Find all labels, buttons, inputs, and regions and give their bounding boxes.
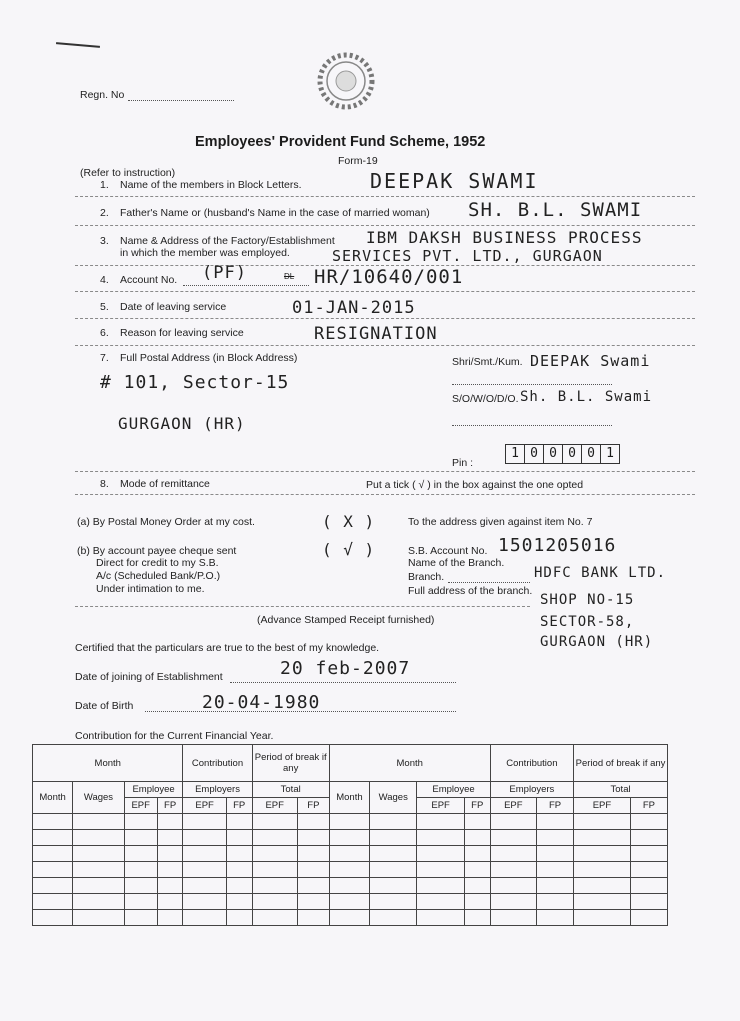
establishment-label: Name & Address of the Factory/Establishment: [120, 235, 335, 247]
leaving-date-value: 01-JAN-2015: [292, 298, 416, 318]
option-a-note: To the address given against item No. 7: [408, 516, 593, 528]
contribution-table: Month Contribution Period of break if any Month Contribution Period of break if any Month Wages Employee Employers Total Month Wages Employee Employers Total EPF FP EPF FP EPF FP EPF FP EPF FP EPF FP: [32, 744, 668, 926]
total-col: Total: [574, 782, 668, 798]
member-name-label: Name of the members in Block Letters.: [120, 179, 302, 191]
pin-label: Pin :: [452, 457, 474, 469]
leaving-reason-label: Reason for leaving service: [120, 327, 244, 339]
table-row: [33, 830, 668, 846]
table-row: [33, 878, 668, 894]
member-name-value: DEEPAK SWAMI: [370, 169, 539, 193]
sb-account-label: S.B. Account No.: [408, 545, 488, 557]
branch-value: HDFC BANK LTD.: [534, 565, 667, 581]
shri-label: Shri/Smt./Kum.: [452, 356, 523, 368]
table-row: [33, 862, 668, 878]
table-row: [33, 814, 668, 830]
receipt-note: (Advance Stamped Receipt furnished): [257, 614, 435, 626]
refer-instruction: (Refer to instruction): [80, 167, 176, 179]
option-b-line-4: Under intimation to me.: [96, 583, 205, 595]
contribution-header: Contribution: [183, 745, 252, 782]
pin-digit: 1: [601, 444, 620, 464]
branch-address-line-1: SHOP NO-15: [540, 592, 635, 608]
wages-col: Wages: [370, 782, 417, 814]
employers-col: Employers: [490, 782, 573, 798]
option-b-line-1: (b) By account payee cheque sent: [77, 545, 237, 557]
branch-label: Branch.: [408, 571, 445, 583]
dob-label: Date of Birth: [75, 700, 134, 712]
month-header: Month: [329, 745, 490, 782]
option-b-mark: ( √ ): [322, 540, 376, 559]
period-header: Period of break if any: [252, 745, 329, 782]
pin-digit: 0: [563, 444, 582, 464]
table-row: [33, 894, 668, 910]
pin-digit: 0: [544, 444, 563, 464]
branch-address-line-2: SECTOR-58,: [540, 614, 635, 630]
epfo-logo-icon: [315, 50, 377, 112]
employers-col: Employers: [183, 782, 252, 798]
dob-value: 20-04-1980: [202, 692, 321, 713]
employee-col: Employee: [124, 782, 183, 798]
establishment-value-2: SERVICES PVT. LTD., GURGAON: [332, 247, 603, 265]
total-col: Total: [252, 782, 329, 798]
leaving-reason-value: RESIGNATION: [314, 324, 438, 344]
pin-digit: 0: [525, 444, 544, 464]
remittance-label: Mode of remittance: [120, 478, 210, 490]
certification-text: Certified that the particulars are true to the best of my knowledge.: [75, 642, 380, 654]
pen-mark: [56, 42, 100, 48]
pin-boxes: [505, 444, 620, 464]
father-name-value: SH. B.L. SWAMI: [468, 199, 643, 221]
branch-address-line-3: GURGAON (HR): [540, 634, 654, 650]
period-header: Period of break if any: [574, 745, 668, 782]
address-line-1: # 101, Sector-15: [100, 372, 290, 393]
address-line-2: GURGAON (HR): [118, 414, 246, 433]
account-struck-prefix: DL: [284, 272, 295, 281]
postal-address-label: Full Postal Address (in Block Address): [120, 352, 298, 364]
option-b-line-3: A/c (Scheduled Bank/P.O.): [96, 570, 221, 582]
option-b-line-2: Direct for credit to my S.B.: [96, 557, 219, 569]
pin-digit: 1: [505, 444, 525, 464]
doj-value: 20 feb-2007: [280, 658, 411, 679]
month-header: Month: [33, 745, 183, 782]
account-pf-prefix: (PF): [202, 263, 247, 283]
table-row: [33, 910, 668, 926]
father-name-label: Father's Name or (husband's Name in the case of married woman): [120, 207, 430, 219]
contribution-header: Contribution: [490, 745, 573, 782]
table-row: [33, 846, 668, 862]
option-a-label: (a) By Postal Money Order at my cost.: [77, 516, 255, 528]
form-title: Employees' Provident Fund Scheme, 1952: [195, 134, 486, 150]
sb-account-value: 1501205016: [498, 535, 617, 556]
shri-value: DEEPAK Swami: [530, 352, 651, 370]
leaving-date-label: Date of leaving service: [120, 301, 227, 313]
pin-digit: 0: [582, 444, 601, 464]
employee-col: Employee: [417, 782, 490, 798]
month-col: Month: [33, 782, 73, 814]
remittance-instruction: Put a tick ( √ ) in the box against the one opted: [366, 479, 584, 491]
account-no-label: Account No.: [120, 274, 178, 286]
month-col: Month: [329, 782, 369, 814]
establishment-value: IBM DAKSH BUSINESS PROCESS: [366, 228, 643, 247]
form-number: Form-19: [338, 155, 378, 167]
regn-label: Regn. No: [80, 89, 125, 101]
branch-address-label: Full address of the branch.: [408, 585, 533, 597]
contribution-title: Contribution for the Current Financial Year.: [75, 730, 274, 742]
so-label: S/O/W/O/D/O.: [452, 393, 519, 405]
establishment-label-2: in which the member was employed.: [120, 247, 290, 259]
wages-col: Wages: [73, 782, 125, 814]
doj-label: Date of joining of Establishment: [75, 671, 223, 683]
branch-name-label: Name of the Branch.: [408, 557, 505, 569]
option-a-mark: ( X ): [322, 512, 376, 531]
account-no-value: HR/10640/001: [314, 266, 464, 288]
so-value: Sh. B.L. Swami: [520, 389, 653, 405]
